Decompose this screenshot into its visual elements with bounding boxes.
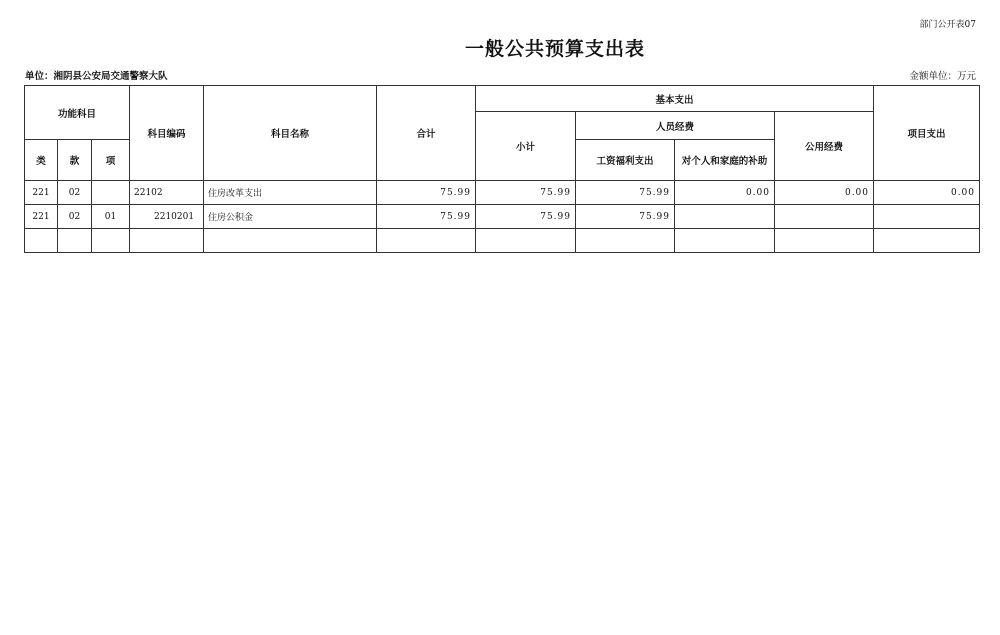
cell-code: 2210201 — [130, 205, 204, 229]
cell-kuan — [58, 229, 92, 253]
header-subsidy: 对个人和家庭的补助 — [675, 140, 775, 181]
header-basic-expense: 基本支出 — [476, 86, 874, 112]
cell-public — [775, 229, 874, 253]
cell-lei — [25, 229, 58, 253]
cell-wage — [576, 229, 675, 253]
cell-project: 0.00 — [874, 181, 980, 205]
cell-lei: 221 — [25, 181, 58, 205]
budget-table — [24, 85, 980, 253]
header-personnel: 人员经费 — [576, 112, 775, 140]
cell-code: 22102 — [130, 181, 204, 205]
cell-code — [130, 229, 204, 253]
cell-subsidy — [675, 205, 775, 229]
doc-code: 部门公开表07 — [919, 20, 976, 30]
cell-wage: 75.99 — [576, 205, 675, 229]
header-subtotal: 小计 — [476, 112, 576, 181]
cell-kuan: 02 — [58, 181, 92, 205]
cell-kuan: 02 — [58, 205, 92, 229]
header-project-expense: 项目支出 — [874, 86, 980, 181]
page-title: 一般公共预算支出表 — [464, 38, 645, 60]
cell-name — [204, 229, 377, 253]
cell-subtotal: 75.99 — [476, 181, 576, 205]
cell-name: 住房改革支出 — [204, 181, 377, 205]
cell-xiang — [92, 181, 130, 205]
header-subject-code: 科目编码 — [130, 86, 204, 181]
cell-xiang — [92, 229, 130, 253]
cell-subsidy: 0.00 — [675, 181, 775, 205]
cell-public — [775, 205, 874, 229]
cell-subsidy — [675, 229, 775, 253]
header-kuan: 款 — [58, 140, 92, 181]
amount-unit: 金额单位：万元 — [909, 71, 976, 82]
cell-subtotal: 75.99 — [476, 205, 576, 229]
header-lei: 类 — [25, 140, 58, 181]
table-row — [25, 181, 980, 205]
cell-subtotal — [476, 229, 576, 253]
header-xiang: 项 — [92, 140, 130, 181]
table-row — [25, 229, 980, 253]
cell-wage: 75.99 — [576, 181, 675, 205]
cell-name: 住房公积金 — [204, 205, 377, 229]
header-wage-welfare: 工资福利支出 — [576, 140, 675, 181]
header-func-subject: 功能科目 — [25, 86, 130, 140]
cell-total — [377, 229, 476, 253]
header-total: 合计 — [377, 86, 476, 181]
table-row — [25, 205, 980, 229]
header-subject-name: 科目名称 — [204, 86, 377, 181]
cell-project — [874, 229, 980, 253]
unit-label: 单位：湘阴县公安局交通警察大队 — [25, 71, 168, 82]
cell-total: 75.99 — [377, 181, 476, 205]
cell-xiang: 01 — [92, 205, 130, 229]
header-public-expense: 公用经费 — [775, 112, 874, 181]
cell-lei: 221 — [25, 205, 58, 229]
cell-total: 75.99 — [377, 205, 476, 229]
cell-project — [874, 205, 980, 229]
cell-public: 0.00 — [775, 181, 874, 205]
